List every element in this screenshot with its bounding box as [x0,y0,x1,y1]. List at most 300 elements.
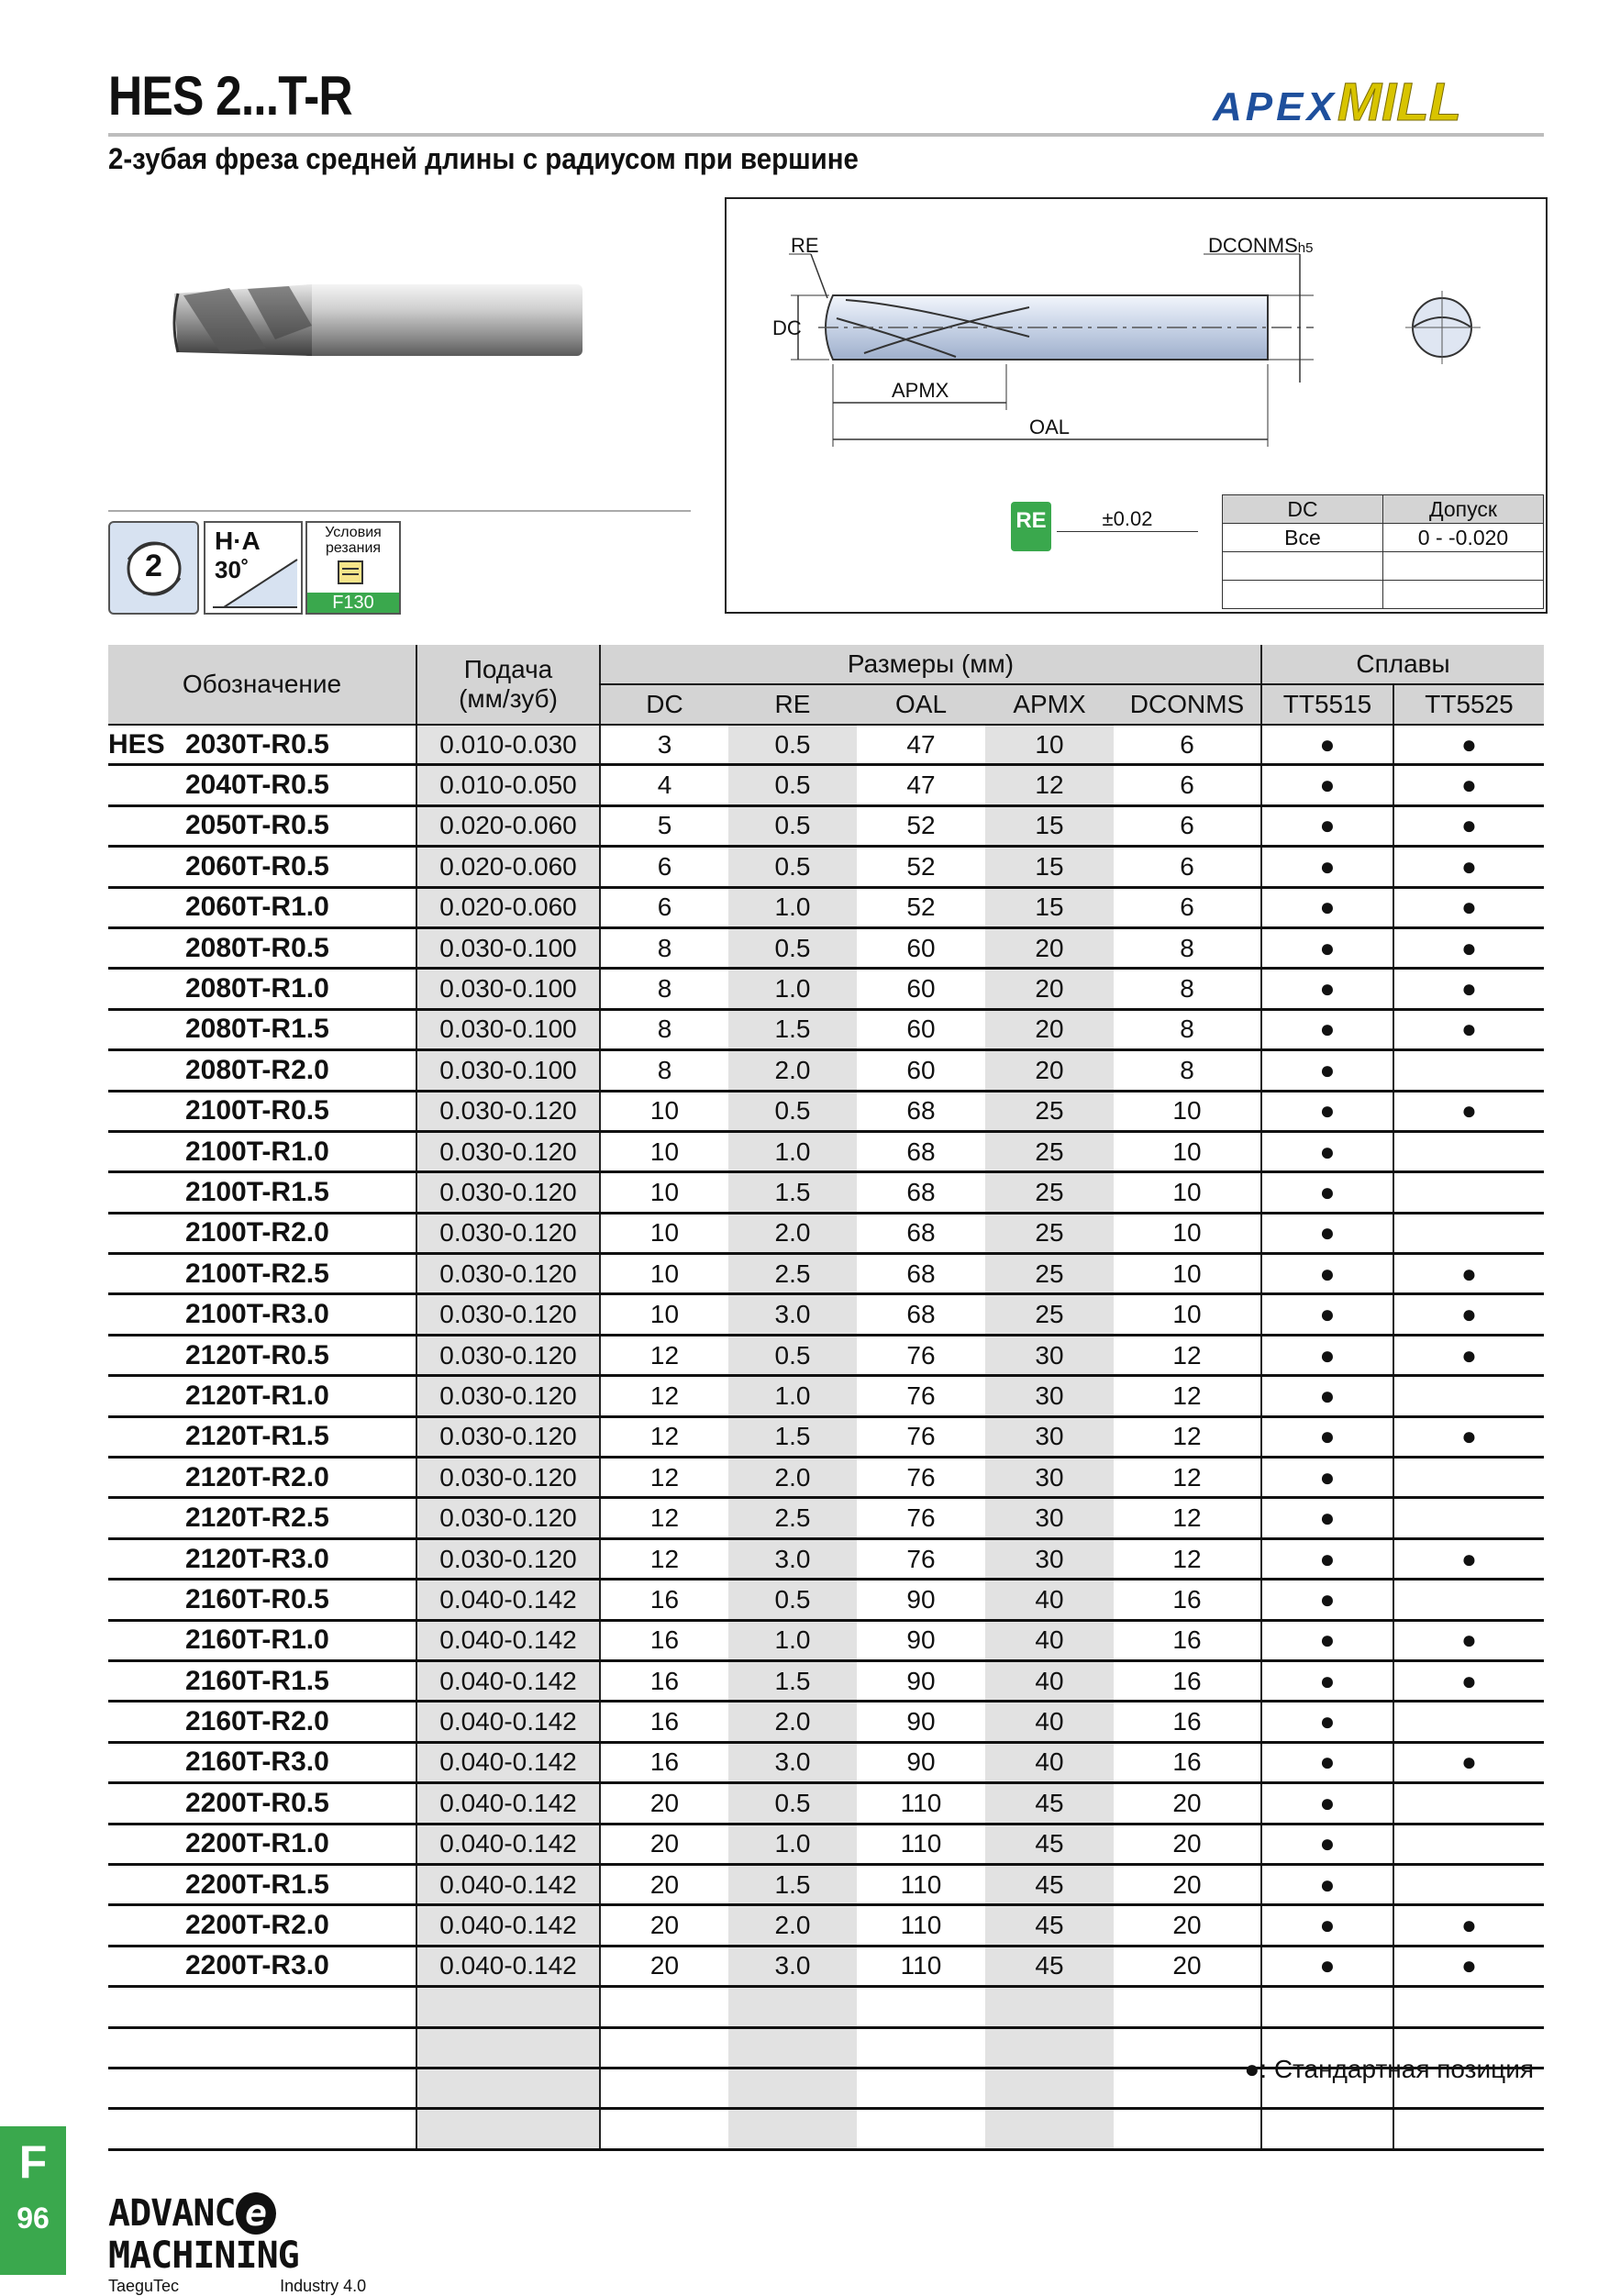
conditions-label: Условия резания [325,525,382,556]
table-row [108,1620,1544,1660]
table-row [108,805,1544,846]
cell-re: 1.5 [728,1864,857,1904]
cell-designation [108,1416,416,1457]
cell-dc: 20 [600,1905,728,1946]
designation-code: 2120T-R0.5 [185,1339,329,1370]
cell-designation [108,1254,416,1294]
dc-tol-header-tol: Допуск [1383,495,1544,524]
cell-feed: 0.040-0.142 [416,1864,600,1904]
designation-code: 2060T-R1.0 [185,892,329,923]
cell-g2: ● [1393,969,1544,1009]
cell-apmx: 45 [985,1864,1114,1904]
cell-dconms: 20 [1114,1783,1261,1824]
cell-g1: ● [1261,1538,1393,1579]
cell-oal: 68 [857,1172,985,1213]
cell-apmx: 30 [985,1538,1114,1579]
cell-g2: ● [1393,1946,1544,1986]
cell-g2: ● [1393,1009,1544,1049]
designation-code: 2160T-R3.0 [185,1747,329,1778]
cell-designation [108,1131,416,1171]
cell-designation [108,1946,416,1986]
cell-dc: 20 [600,1864,728,1904]
cell-feed: 0.040-0.142 [416,1824,600,1864]
cell-g1: ● [1261,1416,1393,1457]
designation-code: 2080T-R2.0 [185,1054,329,1085]
cell-re: 2.0 [728,1702,857,1742]
cell-oal: 110 [857,1946,985,1986]
cell-feed: 0.040-0.142 [416,1702,600,1742]
cell-g1: ● [1261,927,1393,968]
cell-dc: 12 [600,1538,728,1579]
cell-apmx: 25 [985,1254,1114,1294]
cell-dc: 12 [600,1458,728,1498]
cell-feed: 0.030-0.100 [416,1050,600,1091]
page-number: 96 [17,2202,50,2235]
cell-re: 1.5 [728,1009,857,1049]
product-table [108,645,1544,2151]
cell-g2: ● [1393,887,1544,927]
cell-feed: 0.030-0.120 [416,1376,600,1416]
designation-code: 2100T-R3.0 [185,1299,329,1330]
cell-dconms: 10 [1114,1294,1261,1335]
designation-code: 2200T-R3.0 [185,1950,329,1981]
cell-dc: 8 [600,969,728,1009]
cell-designation [108,1172,416,1213]
table-row [108,1946,1544,1986]
cell-dconms: 8 [1114,1009,1261,1049]
table-row [108,1335,1544,1375]
cell-oal: 90 [857,1702,985,1742]
logo-mill-text: MILL [1337,72,1462,132]
cell-dc: 10 [600,1254,728,1294]
helix-label: H·A [215,527,261,555]
cell-apmx: 40 [985,1660,1114,1701]
cell-dconms: 16 [1114,1742,1261,1782]
designation-code: 2200T-R2.0 [185,1910,329,1941]
cell-dconms: 8 [1114,927,1261,968]
designation-code: 2100T-R0.5 [185,1095,329,1126]
cell-dc: 20 [600,1946,728,1986]
cell-g2: ● [1393,805,1544,846]
cell-designation [108,887,416,927]
designation-prefix: HES [108,728,165,760]
cell-dc: 16 [600,1620,728,1660]
cell-oal: 110 [857,1864,985,1904]
cell-oal: 68 [857,1213,985,1253]
cell-empty [985,1987,1114,2027]
cell-apmx: 30 [985,1498,1114,1538]
helix-angle-value: 30˚ [215,556,250,583]
designation-code: 2030T-R0.5 [185,728,329,760]
cell-designation [108,847,416,887]
cell-dc: 12 [600,1376,728,1416]
table-row [108,1213,1544,1253]
cell-apmx: 20 [985,927,1114,968]
cell-designation [108,1905,416,1946]
cell-apmx: 20 [985,1009,1114,1049]
table-row [108,1416,1544,1457]
cell-g2 [1393,1213,1544,1253]
cell-g1: ● [1261,1213,1393,1253]
cell-dc: 6 [600,887,728,927]
cell-designation [108,1580,416,1620]
apexmill-logo [1213,72,1548,132]
cell-empty [1393,1987,1544,2027]
cell-dconms: 16 [1114,1620,1261,1660]
cell-dc: 10 [600,1213,728,1253]
cell-designation [108,1009,416,1049]
cell-g1: ● [1261,1498,1393,1538]
cell-oal: 60 [857,927,985,968]
cell-empty [416,2109,600,2149]
dc-tol-cell [1223,552,1383,581]
cell-re: 0.5 [728,1783,857,1824]
cell-g1: ● [1261,1050,1393,1091]
cell-apmx: 30 [985,1458,1114,1498]
table-row [108,1172,1544,1213]
cell-designation [108,765,416,805]
cell-g2 [1393,1702,1544,1742]
cell-oal: 76 [857,1416,985,1457]
cell-dconms: 12 [1114,1416,1261,1457]
cell-apmx: 45 [985,1783,1114,1824]
cell-re: 3.0 [728,1742,857,1782]
cell-dconms: 12 [1114,1498,1261,1538]
table-row [108,725,1544,765]
cell-dc: 10 [600,1131,728,1171]
designation-code: 2120T-R1.5 [185,1421,329,1452]
cell-dc: 12 [600,1335,728,1375]
cell-dconms: 12 [1114,1335,1261,1375]
cell-dc: 8 [600,927,728,968]
cell-g1: ● [1261,765,1393,805]
cell-feed: 0.010-0.050 [416,765,600,805]
col-group-grades: Сплавы [1261,645,1544,684]
cell-dconms: 16 [1114,1660,1261,1701]
cell-dconms: 10 [1114,1213,1261,1253]
cell-empty [1261,1987,1393,2027]
cell-g2 [1393,1131,1544,1171]
table-row [108,1458,1544,1498]
col-feed: Подача (мм/зуб) [416,645,600,725]
designation-code: 2080T-R0.5 [185,932,329,963]
cell-empty [1114,2068,1261,2108]
cell-re: 2.0 [728,1905,857,1946]
cell-re: 1.0 [728,969,857,1009]
cell-dconms: 20 [1114,1864,1261,1904]
cell-g2: ● [1393,1294,1544,1335]
cell-feed: 0.030-0.120 [416,1538,600,1579]
cell-apmx: 25 [985,1172,1114,1213]
cell-designation [108,1620,416,1660]
cell-g2: ● [1393,1660,1544,1701]
table-row [108,1824,1544,1864]
designation-code: 2080T-R1.0 [185,973,329,1004]
cell-dconms: 16 [1114,1702,1261,1742]
designation-code: 2080T-R1.5 [185,1014,329,1045]
designation-code: 2050T-R0.5 [185,810,329,841]
col-apmx: APMX [985,684,1114,725]
cell-designation [108,927,416,968]
cell-empty [108,1987,416,2027]
cell-dconms: 10 [1114,1254,1261,1294]
designation-code: 2200T-R1.0 [185,1828,329,1859]
cell-g1: ● [1261,1458,1393,1498]
cell-g1: ● [1261,1580,1393,1620]
cell-g2 [1393,1783,1544,1824]
cell-empty [416,1987,600,2027]
designation-code: 2040T-R0.5 [185,770,329,801]
cell-empty [600,2109,728,2149]
cell-designation [108,1458,416,1498]
col-dconms: DCONMS [1114,684,1261,725]
cell-feed: 0.030-0.120 [416,1335,600,1375]
table-row [108,1050,1544,1091]
table-row [108,887,1544,927]
table-row [108,1702,1544,1742]
cell-designation [108,969,416,1009]
cell-g2: ● [1393,765,1544,805]
cell-re: 2.5 [728,1498,857,1538]
cell-empty [600,2027,728,2068]
col-re: RE [728,684,857,725]
table-row [108,969,1544,1009]
cell-empty [857,2109,985,2149]
section-tab [0,2126,66,2275]
legend: ●: Стандартная позиция [1244,2055,1534,2083]
table-row [108,847,1544,887]
dc-tol-cell [1383,581,1544,609]
cell-g1: ● [1261,1702,1393,1742]
cell-g1: ● [1261,805,1393,846]
cell-g1: ● [1261,1783,1393,1824]
table-row [108,1742,1544,1782]
cell-feed: 0.030-0.100 [416,1009,600,1049]
cell-dconms: 12 [1114,1376,1261,1416]
cell-apmx: 45 [985,1905,1114,1946]
cell-g1: ● [1261,1009,1393,1049]
cell-g1: ● [1261,887,1393,927]
designation-code: 2160T-R0.5 [185,1583,329,1614]
cell-oal: 110 [857,1824,985,1864]
cell-g2: ● [1393,1742,1544,1782]
cell-feed: 0.040-0.142 [416,1742,600,1782]
dc-tol-header-dc: DC [1223,495,1383,524]
cell-dconms: 6 [1114,847,1261,887]
designation-code: 2100T-R1.0 [185,1136,329,1167]
cell-feed: 0.040-0.142 [416,1946,600,1986]
designation-code: 2120T-R1.0 [185,1380,329,1411]
cell-designation [108,1742,416,1782]
technical-drawing [725,197,1548,614]
cell-apmx: 40 [985,1620,1114,1660]
table-row [108,1498,1544,1538]
cell-dc: 8 [600,1009,728,1049]
cell-designation [108,1783,416,1824]
cell-oal: 68 [857,1294,985,1335]
cell-apmx: 25 [985,1294,1114,1335]
cell-dconms: 20 [1114,1824,1261,1864]
cell-apmx: 12 [985,765,1114,805]
designation-code: 2100T-R2.5 [185,1258,329,1289]
cell-apmx: 20 [985,969,1114,1009]
cell-feed: 0.030-0.120 [416,1131,600,1171]
cell-designation [108,1335,416,1375]
dc-tol-cell [1383,552,1544,581]
cell-oal: 52 [857,805,985,846]
cell-dconms: 16 [1114,1580,1261,1620]
cell-oal: 90 [857,1742,985,1782]
cell-apmx: 40 [985,1580,1114,1620]
cell-empty [1261,2109,1393,2149]
cell-apmx: 25 [985,1091,1114,1131]
cell-designation [108,1702,416,1742]
cell-dconms: 20 [1114,1946,1261,1986]
cell-g1: ● [1261,1946,1393,1986]
cell-dc: 10 [600,1091,728,1131]
cell-dconms: 6 [1114,725,1261,765]
cell-empty [1114,2027,1261,2068]
designation-code: 2160T-R1.5 [185,1665,329,1696]
cell-dconms: 8 [1114,1050,1261,1091]
cell-designation [108,1376,416,1416]
cell-dconms: 12 [1114,1458,1261,1498]
dc-tol-cell: 0 - -0.020 [1383,524,1544,552]
cell-dconms: 10 [1114,1172,1261,1213]
cell-feed: 0.030-0.120 [416,1294,600,1335]
standard-dot-icon: ● [1244,2055,1260,2083]
cell-re: 0.5 [728,927,857,968]
flute-count-icon [108,521,199,615]
cell-oal: 76 [857,1335,985,1375]
cell-apmx: 10 [985,725,1114,765]
cell-re: 0.5 [728,805,857,846]
cell-empty [985,2027,1114,2068]
cell-apmx: 40 [985,1742,1114,1782]
table-row [108,1580,1544,1620]
cell-empty [108,2027,416,2068]
cell-empty [985,2068,1114,2108]
cell-g1: ● [1261,969,1393,1009]
cell-oal: 47 [857,765,985,805]
conditions-page-ref[interactable]: F130 [307,593,399,613]
cell-designation [108,1498,416,1538]
cell-apmx: 15 [985,847,1114,887]
dc-tolerance-table [1222,494,1544,609]
label-apmx: APMX [892,379,949,402]
col-group-dimensions: Размеры (мм) [600,645,1261,684]
cell-empty [600,1987,728,2027]
designation-code: 2120T-R2.0 [185,1461,329,1492]
cell-oal: 47 [857,725,985,765]
cell-empty [600,2068,728,2108]
designation-code: 2100T-R2.0 [185,1217,329,1248]
cell-dc: 5 [600,805,728,846]
cell-g2 [1393,1172,1544,1213]
cell-feed: 0.030-0.120 [416,1091,600,1131]
cell-dconms: 6 [1114,887,1261,927]
cell-empty [1114,1987,1261,2027]
cell-re: 1.5 [728,1660,857,1701]
cell-g2 [1393,1376,1544,1416]
cell-feed: 0.010-0.030 [416,725,600,765]
cell-dconms: 20 [1114,1905,1261,1946]
cell-empty [728,1987,857,2027]
table-row [108,1538,1544,1579]
cell-oal: 90 [857,1620,985,1660]
tool-photo [165,257,605,376]
designation-code: 2100T-R1.5 [185,1176,329,1207]
cell-g2: ● [1393,847,1544,887]
cell-re: 0.5 [728,765,857,805]
cell-dc: 6 [600,847,728,887]
cell-dconms: 6 [1114,805,1261,846]
cell-designation [108,725,416,765]
cell-dconms: 10 [1114,1091,1261,1131]
table-row-empty [108,2109,1544,2149]
cell-re: 1.0 [728,1824,857,1864]
designation-code: 2120T-R3.0 [185,1543,329,1574]
cell-oal: 60 [857,1009,985,1049]
col-dc: DC [600,684,728,725]
cell-g2: ● [1393,1620,1544,1660]
flute-count: 2 [145,549,162,583]
cell-g1: ● [1261,1660,1393,1701]
cell-dc: 12 [600,1498,728,1538]
cell-oal: 90 [857,1580,985,1620]
cell-g1: ● [1261,1742,1393,1782]
cell-re: 1.5 [728,1416,857,1457]
table-row [108,1905,1544,1946]
designation-code: 2160T-R1.0 [185,1625,329,1656]
table-row [108,1091,1544,1131]
cell-g1: ● [1261,1376,1393,1416]
cell-designation [108,1091,416,1131]
cell-feed: 0.030-0.120 [416,1416,600,1457]
cell-g1: ● [1261,1905,1393,1946]
cell-g2: ● [1393,725,1544,765]
cell-apmx: 45 [985,1946,1114,1986]
cell-empty [1393,2109,1544,2149]
cell-empty [857,2027,985,2068]
cell-empty [985,2109,1114,2149]
cell-re: 0.5 [728,725,857,765]
cell-designation [108,1213,416,1253]
cell-apmx: 25 [985,1131,1114,1171]
section-letter: F [18,2136,48,2188]
cell-designation [108,1864,416,1904]
cell-re: 1.0 [728,1131,857,1171]
cell-dc: 20 [600,1824,728,1864]
designation-code: 2200T-R1.5 [185,1869,329,1900]
table-row [108,1294,1544,1335]
cell-oal: 76 [857,1376,985,1416]
cell-g1: ● [1261,1172,1393,1213]
col-oal: OAL [857,684,985,725]
table-row [108,1660,1544,1701]
cell-g1: ● [1261,1131,1393,1171]
cell-feed: 0.040-0.142 [416,1905,600,1946]
designation-code: 2120T-R2.5 [185,1503,329,1534]
cell-g2: ● [1393,927,1544,968]
page-subtitle: 2-зубая фреза средней длины с радиусом при вершине [108,142,859,175]
cell-feed: 0.040-0.142 [416,1620,600,1660]
page-title: HES 2...T-R [108,65,352,127]
cell-empty [108,2068,416,2108]
cell-g1: ● [1261,1335,1393,1375]
cell-oal: 76 [857,1458,985,1498]
cell-oal: 60 [857,1050,985,1091]
